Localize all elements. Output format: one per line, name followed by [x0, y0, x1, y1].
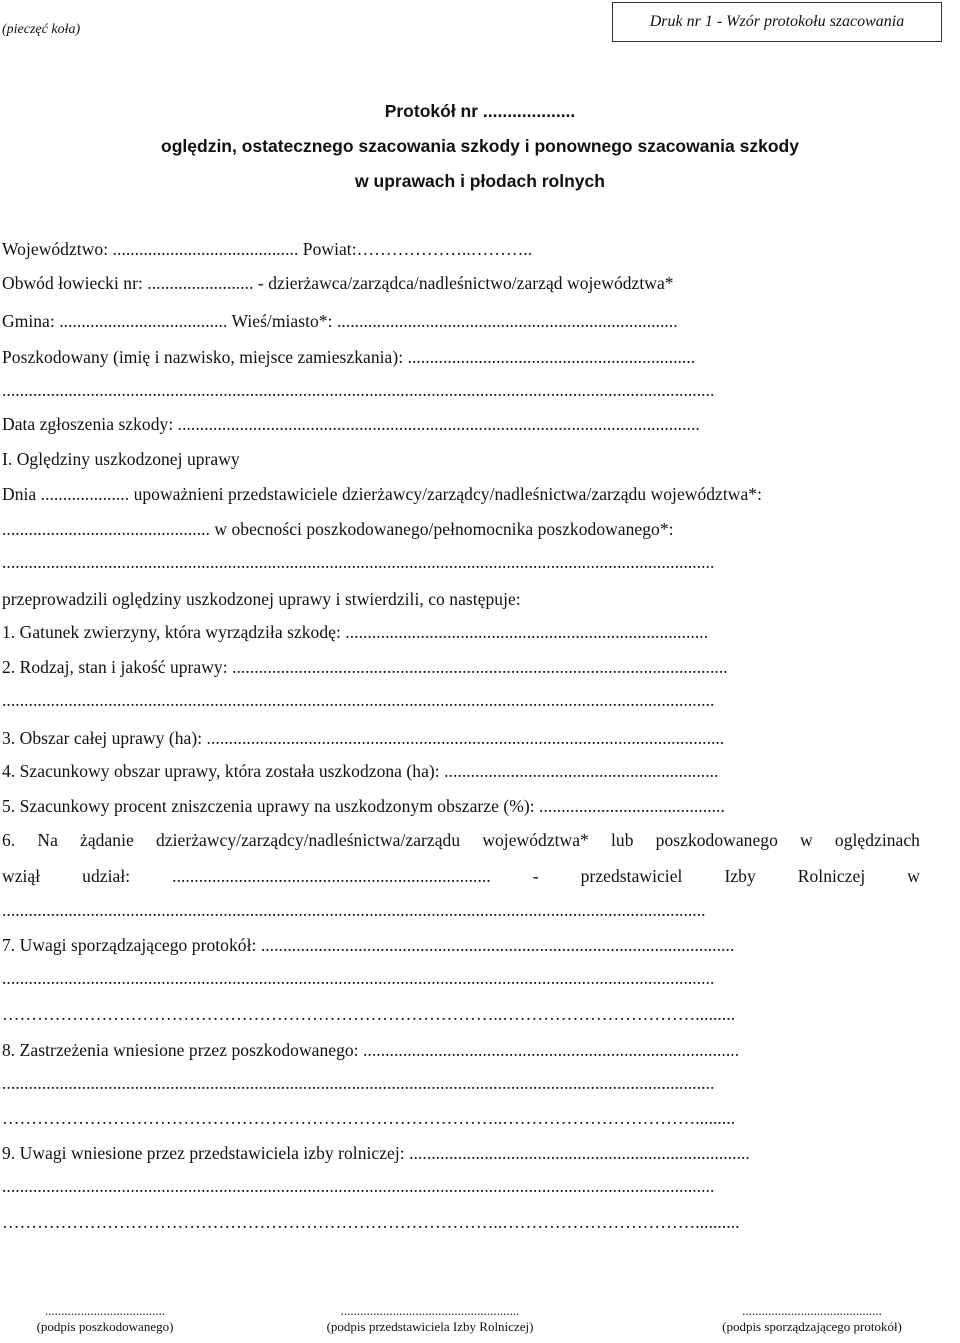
signature-label: (podpis sporządzającego protokół): [722, 1319, 902, 1334]
item-8-zastrzezenia: 8. Zastrzeżenia wniesione przez poszkodowanego: .....................................................................................: [2, 1040, 740, 1060]
section-heading-ogledziny: I. Oględziny uszkodzonej uprawy: [2, 449, 240, 469]
item-8-cont-2: …………………………………………………………………………..…………………………….........: [2, 1108, 736, 1128]
stamp-placeholder: (pieczęć koła): [2, 22, 81, 37]
signature-line: .......................................................: [340, 1303, 520, 1318]
item-3-obszar: 3. Obszar całej uprawy (ha): .....................................................................................................................: [2, 728, 725, 748]
field-w-obecnosci-cont: .................................................................................................................................................................: [2, 552, 715, 572]
item-9-uwagi-izby: 9. Uwagi wniesione przez przedstawiciela izby rolniczej: .............................................................................: [2, 1143, 750, 1163]
field-data-zgloszenia: Data zgłoszenia szkody: ......................................................................................................................: [2, 414, 700, 434]
signature-poszkodowany: [20, 1303, 190, 1335]
field-gmina-wies: Gmina: ...................................... Wieś/miasto*: .............................................................................: [2, 311, 678, 331]
item-2-cont: .................................................................................................................................................................: [2, 690, 715, 710]
signature-line: ...........................................: [742, 1303, 882, 1318]
field-wojewodztwo-powiat: Województwo: .......................................... Powiat:………………..………..: [2, 239, 533, 259]
item-6-wzial-udzial: wziął udział: ........................................................................ - przedstawiciel Izby Rolniczej w: [2, 866, 920, 886]
item-2-rodzaj: 2. Rodzaj, stan i jakość uprawy: ................................................................................................................: [2, 657, 728, 677]
protocol-subtitle: oględzin, ostatecznego szacowania szkody i ponownego szacowania szkody: [161, 136, 799, 156]
item-5-procent: 5. Szacunkowy procent zniszczenia uprawy na uszkodzonym obszarze (%): ..........................................: [2, 796, 725, 816]
item-1-gatunek: 1. Gatunek zwierzyny, która wyrządziła szkodę: ..................................................................................: [2, 622, 709, 642]
item-9-cont-2: …………………………………………………………………………..……………………………..........: [2, 1212, 740, 1232]
signature-label: (podpis poszkodowanego): [36, 1319, 174, 1334]
protocol-subtitle-2: w uprawach i płodach rolnych: [355, 171, 605, 191]
form-label-box: [612, 2, 942, 42]
form-label-text: Druk nr 1 - Wzór protokołu szacowania: [649, 13, 905, 30]
item-7-cont-2: …………………………………………………………………………..…………………………….........: [2, 1004, 736, 1024]
item-4-szacunkowy-obszar: 4. Szacunkowy obszar uprawy, która została uszkodzona (ha): ..............................................................: [2, 761, 719, 781]
statement-przeprowadzili: przeprowadzili oględziny uszkodzonej uprawy i stwierdzili, co następuje:: [2, 589, 521, 609]
signature-label: (podpis przedstawiciela Izby Rolniczej): [326, 1319, 534, 1334]
item-6-cont: ...............................................................................................................................................................: [2, 900, 706, 920]
field-poszkodowany-cont: .................................................................................................................................................................: [2, 380, 715, 400]
item-8-cont-1: .................................................................................................................................................................: [2, 1073, 715, 1093]
item-9-cont-1: .................................................................................................................................................................: [2, 1176, 715, 1196]
signature-line: .....................................: [44, 1303, 166, 1318]
field-obwod-lowiecki: Obwód łowiecki nr: ........................ - dzierżawca/zarządca/nadleśnictwo/zarząd województwa*: [2, 273, 674, 293]
item-6-zadanie: 6. Na żądanie dzierżawcy/zarządcy/nadleśnictwa/zarządu województwa* lub poszkodowanego w oględzinach: [2, 830, 920, 850]
field-dnia-upowaznieni: Dnia .................... upoważnieni przedstawiciele dzierżawcy/zarządcy/nadleśnictwa/zarządu województwa*:: [2, 484, 763, 504]
signature-izba-rolnicza: [300, 1303, 560, 1335]
signature-sporzadzajacy: [700, 1303, 924, 1335]
item-7-uwagi: 7. Uwagi sporządzającego protokół: ...........................................................................................................: [2, 935, 735, 955]
field-w-obecnosci: ............................................... w obecności poszkodowanego/pełnomocnika poszkodowanego*:: [2, 519, 674, 539]
item-7-cont-1: .................................................................................................................................................................: [2, 968, 715, 988]
protocol-number-title: Protokół nr ...................: [384, 101, 576, 121]
field-poszkodowany: Poszkodowany (imię i nazwisko, miejsce zamieszkania): .................................................................: [2, 347, 696, 367]
